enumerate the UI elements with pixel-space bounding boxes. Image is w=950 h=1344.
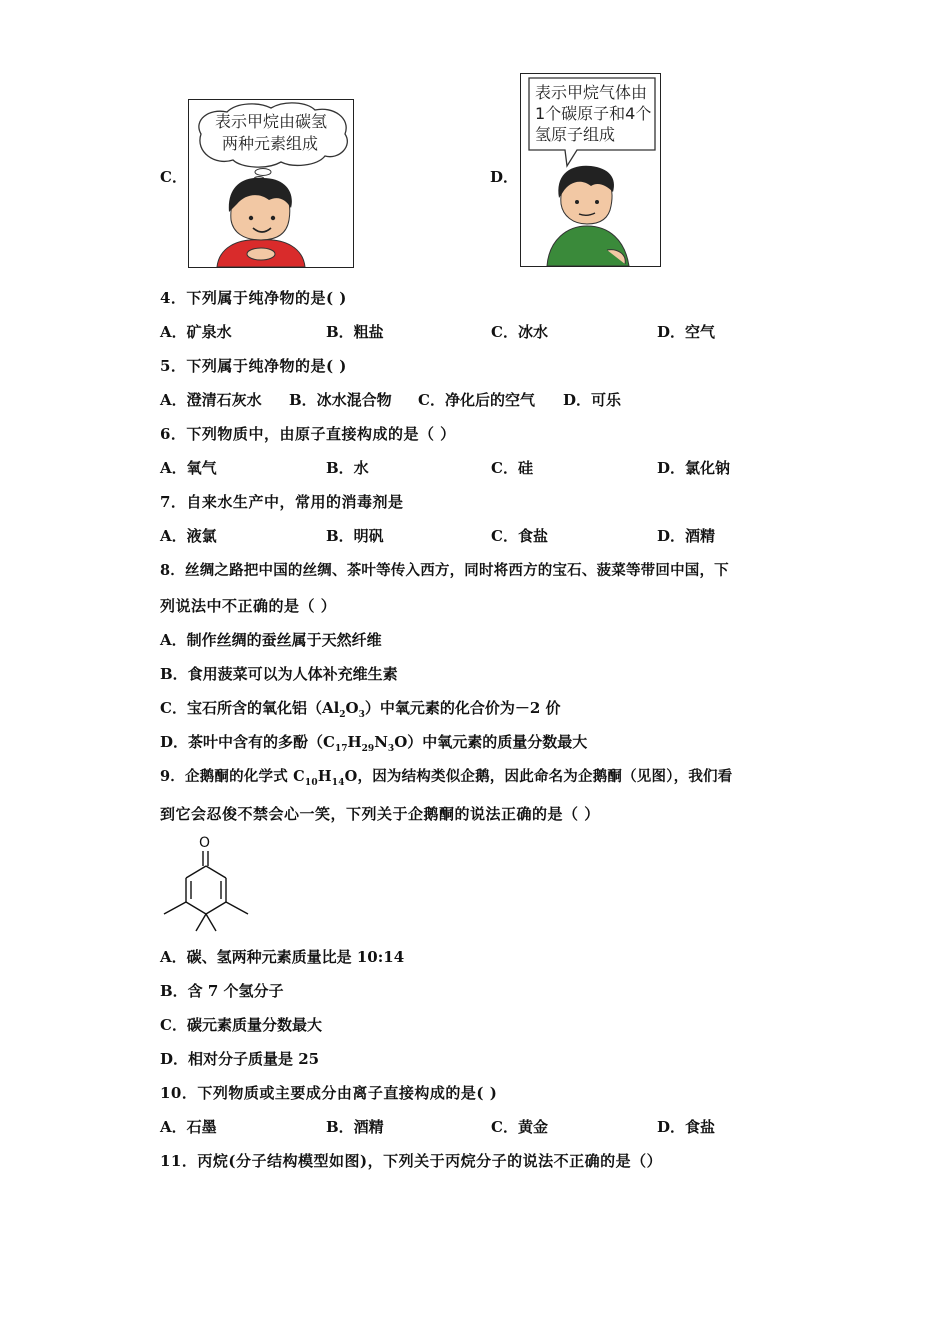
q11-stem: 11．丙烷(分子结构模型如图)，下列关于丙烷分子的说法不正确的是（）: [160, 1152, 663, 1170]
q10-option-a: A．石墨: [160, 1118, 217, 1136]
q9-option-a: A．碳、氢两种元素质量比是 10:14: [160, 948, 405, 966]
q9-stem-line1: 9．企鹅酮的化学式 $C_{10}H_{14}O$，因为结构类似企鹅，因此命名为企鹅酮（见图），我们看: [160, 768, 733, 788]
q9-stem-line2: 到它会忍俊不禁会心一笑，下列关于企鹅酮的说法正确的是（ ）: [160, 805, 600, 823]
q6-option-b: B．水: [326, 459, 369, 477]
cartoon-d: [520, 73, 661, 267]
q7-option-c: C．食盐: [491, 527, 548, 545]
bubble-d-line3: 氢原子组成: [535, 125, 616, 144]
q6-option-c: C．硅: [491, 459, 533, 477]
carbonyl-oxygen-label: O: [199, 835, 211, 851]
boy-d-figure: [521, 74, 660, 266]
q5-option-d: D．可乐: [563, 391, 622, 409]
q5-option-c: C．净化后的空气: [418, 391, 535, 409]
option-d-label: D．: [490, 168, 519, 186]
q5-option-a: A．澄清石灰水: [160, 391, 262, 409]
q9-option-c: C．碳元素质量分数最大: [160, 1016, 322, 1034]
cartoon-c: [188, 99, 354, 268]
q6-option-a: A．氧气: [160, 459, 217, 477]
q4-option-b: B．粗盐: [326, 323, 384, 341]
q4-option-a: A．矿泉水: [160, 323, 232, 341]
q8-option-d: D．茶叶中含有的多酚$(C_{17}H_{29}N_3O)$中氧元素的质量分数最大: [160, 733, 588, 754]
q4-stem: 4．下列属于纯净物的是( ): [160, 289, 347, 307]
bubble-c-line2: 两种元素组成: [222, 134, 319, 153]
q7-option-d: D．酒精: [657, 527, 716, 545]
bubble-d-line1: 表示甲烷气体由: [535, 83, 648, 102]
bubble-c-line1: 表示甲烷由碳氢: [215, 112, 328, 131]
q5-stem: 5．下列属于纯净物的是( ): [160, 357, 347, 375]
boy-c-figure: [189, 100, 353, 267]
q8-stem-line2: 列说法中不正确的是（ ）: [160, 597, 337, 615]
q7-option-b: B．明矾: [326, 527, 384, 545]
q6-stem: 6．下列物质中，由原子直接构成的是（ ）: [160, 425, 456, 443]
q10-option-c: C．黄金: [491, 1118, 548, 1136]
penguinone-structure: [158, 832, 258, 936]
q6-option-d: D．氯化钠: [657, 459, 731, 477]
q4-option-d: D．空气: [657, 323, 716, 341]
q5-option-b: B．冰水混合物: [289, 391, 392, 409]
q8-option-b: B．食用菠菜可以为人体补充维生素: [160, 665, 398, 683]
bubble-d-line2: 1个碳原子和4个: [535, 104, 652, 123]
q10-stem: 10．下列物质或主要成分由离子直接构成的是( ): [160, 1084, 498, 1102]
q7-stem: 7．自来水生产中，常用的消毒剂是: [160, 493, 404, 511]
q8-option-a: A．制作丝绸的蚕丝属于天然纤维: [160, 631, 382, 649]
q9-option-b: B．含 7 个氢分子: [160, 982, 284, 1000]
q8-option-c: C．宝石所含的氧化铝$(Al_2O_3)$中氧元素的化合价为－2 价: [160, 699, 561, 720]
q4-option-c: C．冰水: [491, 323, 548, 341]
q10-option-d: D．食盐: [657, 1118, 716, 1136]
q10-option-b: B．酒精: [326, 1118, 384, 1136]
q9-option-d: D．相对分子质量是 25: [160, 1050, 320, 1068]
q7-option-a: A．液氯: [160, 527, 217, 545]
q8-stem-line1: 8．丝绸之路把中国的丝绸、茶叶等传入西方，同时将西方的宝石、菠菜等带回中国，下: [160, 562, 729, 579]
option-c-label: C．: [160, 168, 187, 186]
